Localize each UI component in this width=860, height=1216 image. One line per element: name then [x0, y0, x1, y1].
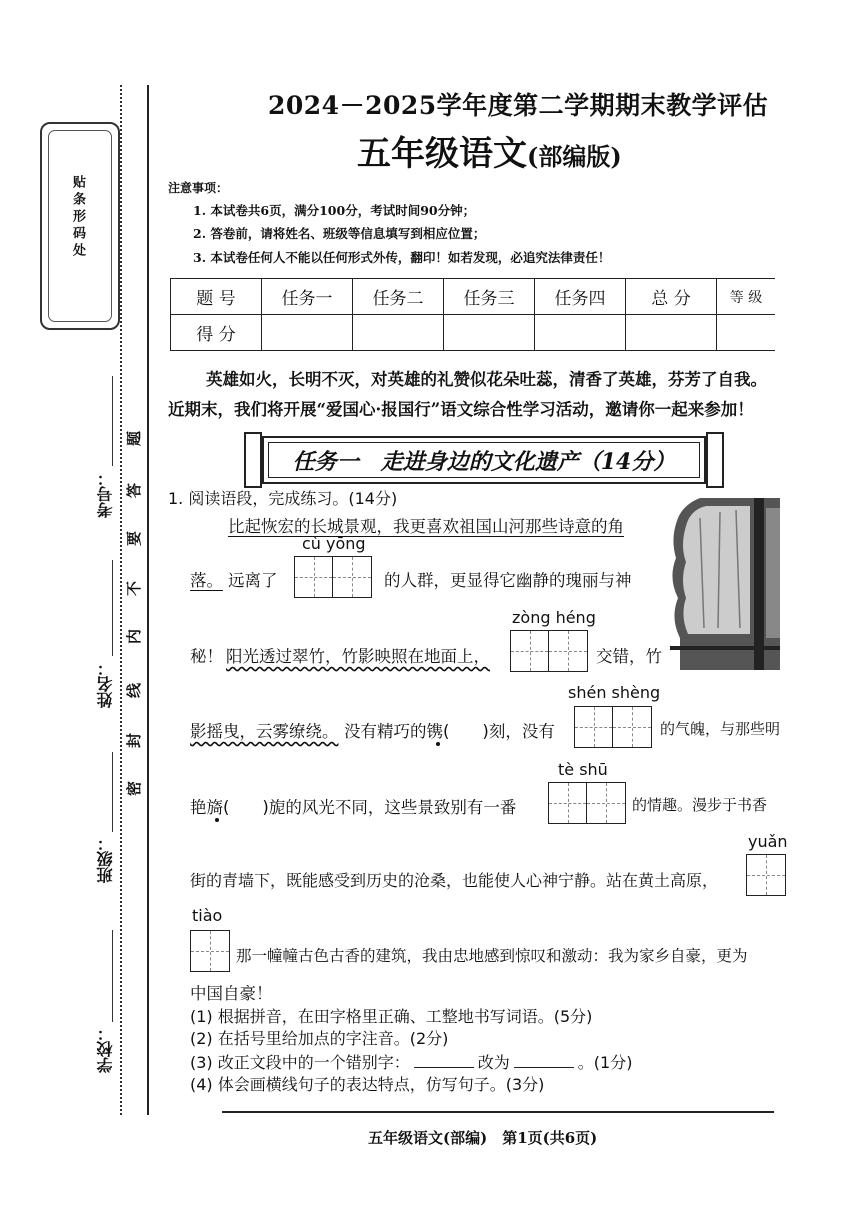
score-header-cell: 题 号 [171, 279, 262, 315]
field-exam-number-label: 考号： [96, 470, 115, 518]
writing-grid[interactable] [294, 556, 372, 598]
seal-char: 答 [125, 482, 144, 499]
writing-grid[interactable] [746, 854, 786, 896]
score-header-cell: 任务一 [262, 279, 353, 315]
pavilion-photo [670, 498, 780, 670]
score-cell[interactable] [535, 315, 626, 351]
score-row-label: 得 分 [171, 315, 262, 351]
pinyin-label: zòng héng [512, 608, 596, 627]
pinyin-label: tiào [192, 906, 223, 925]
question-title: 1. 阅读语段，完成练习。(14分) [168, 489, 398, 508]
passage-line: 比起恢宏的长城景观，我更喜欢祖国山河那些诗意的角 [228, 517, 624, 536]
emphasis-dot [215, 818, 219, 822]
task-banner-title: 任务一 走进身边的文化遗产（14分） [292, 449, 676, 475]
score-cell[interactable] [626, 315, 717, 351]
seal-char: 线 [125, 682, 144, 699]
score-header-cell: 任务四 [535, 279, 626, 315]
task-banner [262, 436, 706, 484]
binding-dotted-line [120, 85, 122, 1115]
edition-label: (部编版) [527, 142, 622, 171]
score-cell[interactable] [444, 315, 535, 351]
notice-item: 3. 本试卷任何人不能以任何形式外传，翻印！如若发现，必追究法律责任！ [193, 250, 611, 265]
sub-question: (1) 根据拼音，在田字格里正确、工整地书写词语。(5分) [190, 1007, 593, 1026]
pinyin-label: cù yōng [302, 534, 366, 553]
pinyin-label: tè shū [558, 760, 608, 779]
intro-line: 英雄如火，长明不灭，对英雄的礼赞似花朵吐蕊，清香了英雄，芬芳了自我。 [206, 370, 767, 389]
banner-right-cap [706, 432, 724, 488]
seal-char: 题 [125, 430, 144, 447]
seal-char: 不 [125, 580, 144, 597]
seal-char: 密 [125, 780, 144, 797]
sub-question-text: 改为 [477, 1053, 510, 1072]
pinyin-label: yuǎn [748, 832, 788, 851]
sub-question: (4) 体会画横线句子的表达特点，仿写句子。(3分) [190, 1075, 545, 1094]
seal-char: 内 [125, 628, 144, 645]
field-school-label: 学校： [96, 1025, 115, 1073]
passage-text: 那一幢幢古色古香的建筑，我由忠地感到惊叹和激动：我为家乡自豪，更为 [236, 947, 748, 965]
passage-text: 的人群，更显得它幽静的瑰丽与神 [384, 571, 632, 590]
answer-blank[interactable] [414, 1067, 474, 1068]
field-exam-number-line[interactable] [112, 376, 113, 466]
writing-grid[interactable] [190, 930, 230, 972]
score-cell[interactable] [717, 315, 776, 351]
score-cell[interactable] [262, 315, 353, 351]
seal-char: 要 [125, 530, 144, 547]
score-table [170, 278, 775, 351]
passage-text: 远离了 [228, 571, 278, 590]
page-footer: 五年级语文(部编) 第1页(共6页) [368, 1129, 598, 1147]
field-name-line[interactable] [112, 560, 113, 656]
subject-name: 五年级语文 [357, 134, 527, 174]
score-header-cell: 任务三 [444, 279, 535, 315]
sub-question: (2) 在括号里给加点的字注音。(2分) [190, 1029, 449, 1048]
seal-char: 封 [125, 732, 144, 749]
writing-grid[interactable] [548, 782, 626, 824]
passage-text: 秘！ [190, 647, 223, 666]
notice-item: 1. 本试卷共6页，满分100分，考试时间90分钟； [193, 203, 476, 218]
sub-question-text: 。(1分) [577, 1053, 633, 1072]
subject-title [357, 126, 622, 175]
intro-line: 近期末，我们将开展“爱国心·报国行”语文综合性学习活动，邀请你一起来参加！ [168, 400, 754, 419]
writing-grid[interactable] [574, 706, 652, 748]
notice-item: 2. 答卷前，请将姓名、班级等信息填写到相应位置； [193, 226, 486, 241]
passage-text: 落。 [190, 571, 223, 590]
field-class-line[interactable] [112, 752, 113, 832]
passage-text: 影摇曳，云雾缭绕。 [190, 722, 339, 741]
passage-text: 的情趣。漫步于书香 [632, 796, 768, 814]
field-name-label: 姓名： [96, 660, 115, 708]
passage-text: 街的青墙下，既能感受到历史的沧桑，也能使人心神宁静。站在黄土高原， [190, 871, 719, 890]
score-header-cell: 总 分 [626, 279, 717, 315]
banner-left-cap [244, 432, 262, 488]
passage-text: 没有精巧的镌( )刻，没有 [344, 722, 555, 741]
writing-grid[interactable] [510, 630, 588, 672]
passage-text: 的气魄，与那些明 [660, 720, 781, 738]
footer-rule [222, 1111, 774, 1113]
passage-text: 阳光透过翠竹，竹影映照在地面上， [226, 647, 490, 666]
exam-title: 2024－2025学年度第二学期期末教学评估 [268, 91, 769, 120]
binding-solid-line [147, 85, 149, 1115]
sub-question-text: (3) 改正文段中的一个错别字： [190, 1053, 410, 1072]
notice-heading: 注意事项： [168, 181, 229, 195]
sub-question [190, 1050, 632, 1073]
passage-text: 中国自豪！ [190, 984, 273, 1003]
emphasis-dot [436, 742, 440, 746]
passage-text: 交错，竹 [596, 647, 662, 666]
score-cell[interactable] [353, 315, 444, 351]
pinyin-label: shén shèng [568, 683, 661, 702]
passage-text: 艳旖( )旎的风光不同，这些景致别有一番 [190, 798, 517, 817]
score-header-cell: 等 级 [717, 279, 776, 315]
field-class-label: 班级： [96, 835, 115, 883]
score-header-cell: 任务二 [353, 279, 444, 315]
field-school-line[interactable] [112, 930, 113, 1022]
answer-blank[interactable] [514, 1067, 574, 1068]
barcode-label: 贴条形码处 [70, 175, 85, 260]
